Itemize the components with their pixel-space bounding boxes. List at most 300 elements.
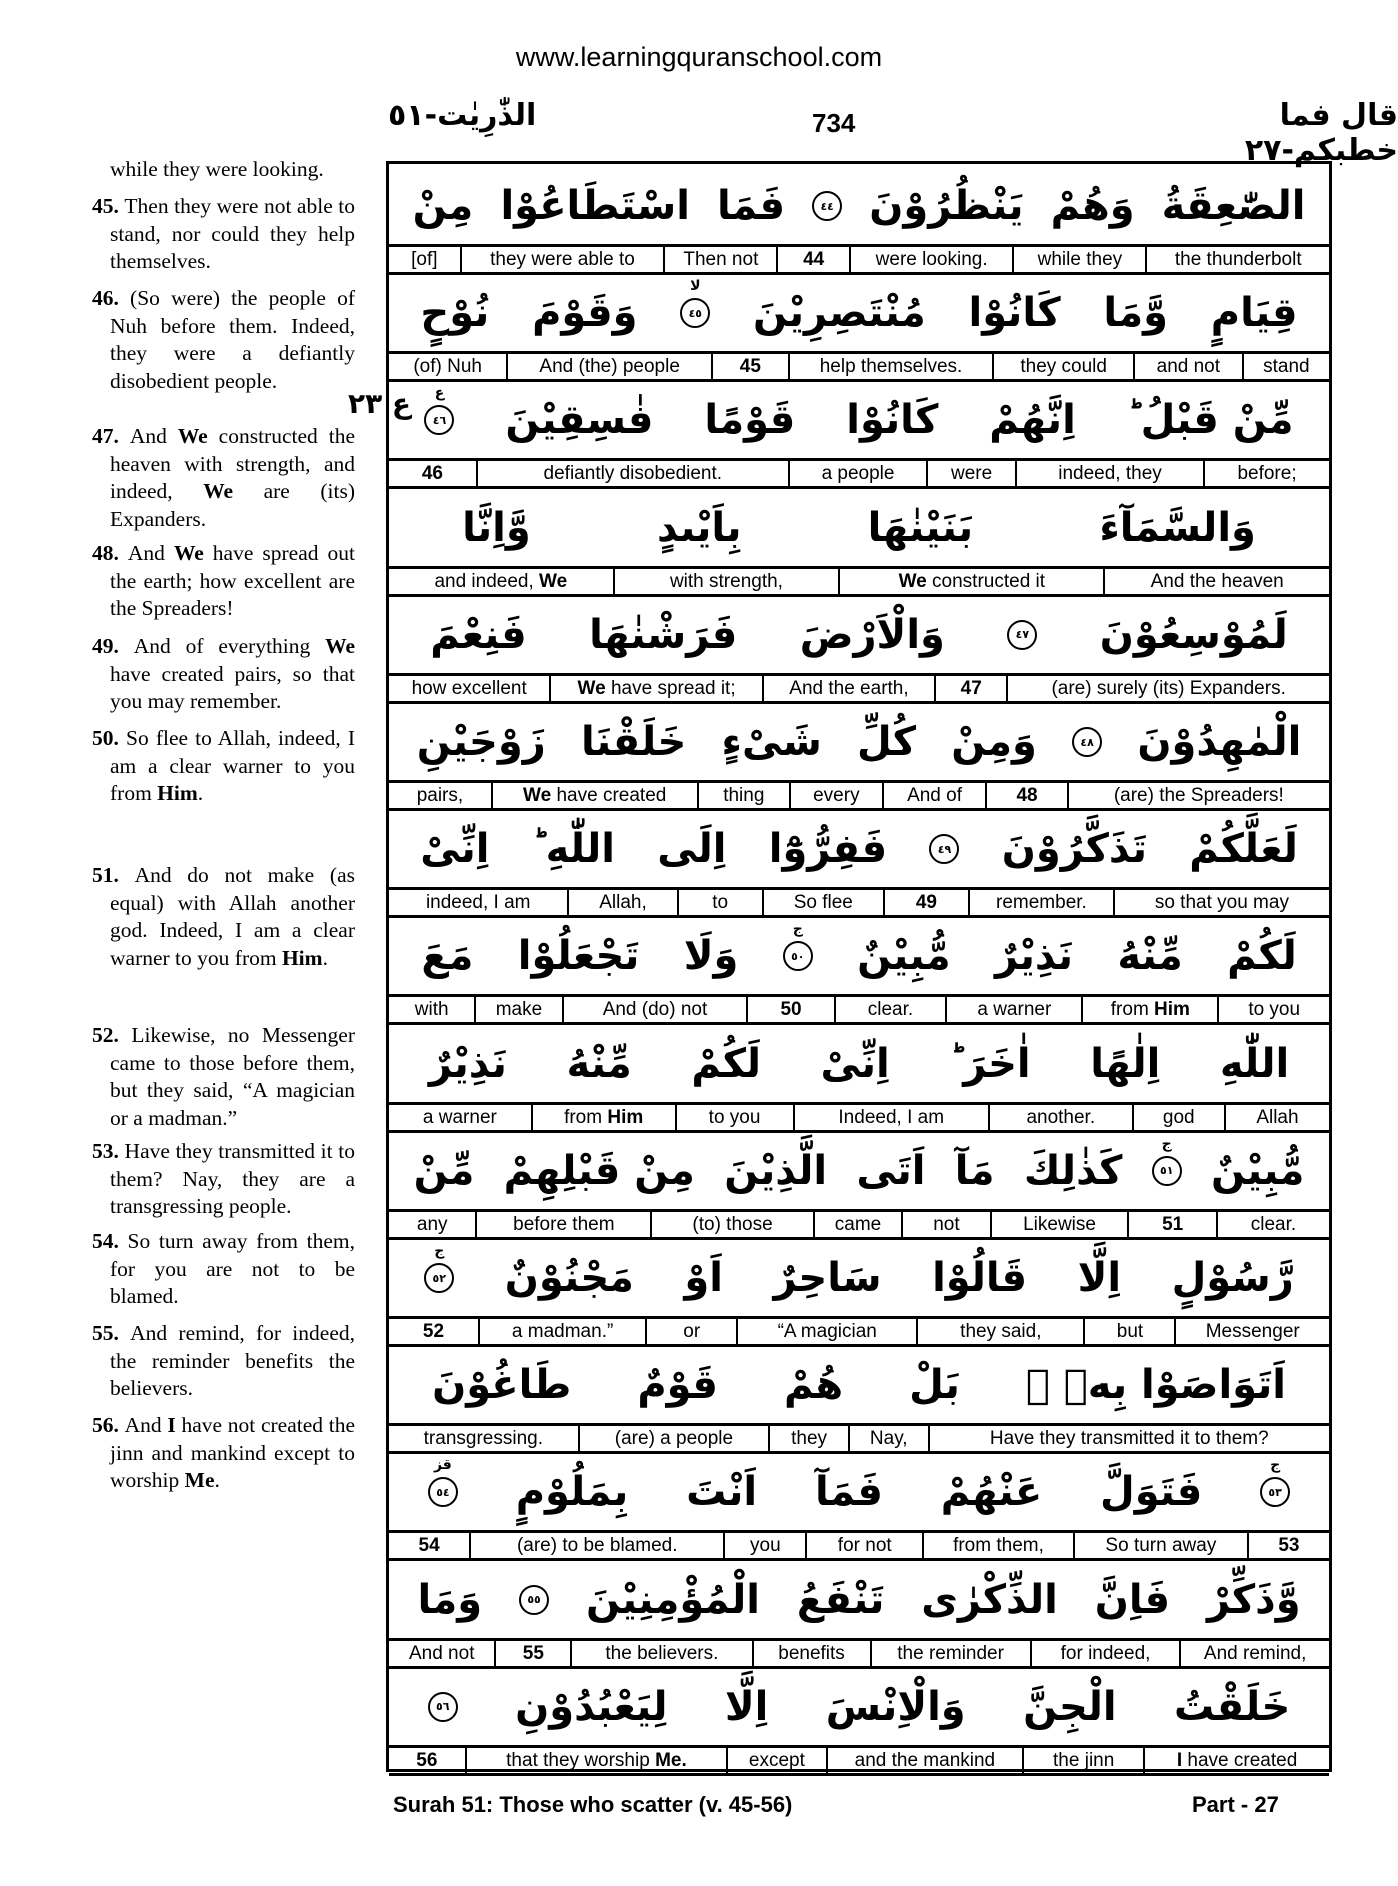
waqf-sign: ع <box>434 385 445 402</box>
text-segment: Then they were not able to stand, nor could they help themselves. <box>110 194 355 274</box>
waqf-sign: ج <box>1270 1457 1281 1474</box>
translation-verse <box>92 1228 355 1311</box>
arabic-word: طَاغُوْنَ <box>432 1362 572 1409</box>
arabic-word: مُّبِيْنٌ <box>857 933 951 980</box>
ayah-end-marker-icon: ٤٥ لا <box>680 298 710 328</box>
arabic-word: مِنْ قَبْلِهِمْ <box>503 1147 695 1194</box>
verse-number-cell: 52 <box>389 1319 480 1344</box>
arabic-word: اٰخَرَ ؕ <box>949 1040 1031 1087</box>
emphasis-text: I <box>1176 1749 1183 1771</box>
gloss-cell: remember. <box>970 890 1115 915</box>
arabic-word: الصّٰعِقَةُ <box>1161 183 1306 229</box>
arabic-line <box>389 916 1329 996</box>
arabic-word: الذِّكْرٰى <box>921 1576 1058 1623</box>
translation-verse <box>92 193 355 276</box>
gloss-cell: And (do) not <box>564 997 749 1022</box>
gloss-cell: And the earth, <box>764 676 936 701</box>
gloss-row <box>389 1209 1329 1240</box>
verse-number-cell: 44 <box>778 247 851 272</box>
gloss-cell <box>467 1748 729 1773</box>
gloss-row <box>389 351 1329 382</box>
emphasis-text: We <box>177 424 208 448</box>
gloss-cell: were looking. <box>851 247 1014 272</box>
arabic-word: لَكُمْ <box>1227 933 1297 980</box>
gloss-row <box>389 1316 1329 1347</box>
arabic-word: يَنْظُرُوْنَ <box>869 183 1024 229</box>
ayah-end-marker-icon: ٥٢ ج <box>424 1263 454 1293</box>
arabic-word: قَوْمًا <box>704 397 796 444</box>
footer-part: Part - 27 <box>1192 1792 1279 1817</box>
waqf-sign: قز <box>433 1457 452 1474</box>
emphasis-text: We <box>539 570 568 592</box>
gloss-cell: a warner <box>389 1105 533 1130</box>
waqf-sign: ج <box>434 1243 445 1259</box>
arabic-word: عَنْهُمْ <box>940 1469 1043 1516</box>
emphasis-text: We <box>898 570 927 592</box>
arabic-word: وَالْاَرْضَ <box>799 611 945 658</box>
verse-number: 52. <box>92 1023 132 1047</box>
text-segment: So flee to Allah, indeed, I am a clear warner to you from <box>110 726 356 806</box>
translation-verse <box>92 285 355 395</box>
gloss-cell: [of] <box>389 247 462 272</box>
gloss-cell: were <box>928 461 1017 486</box>
gloss-cell: “A magician <box>738 1319 918 1344</box>
arabic-word: قَالُوْا <box>932 1255 1028 1301</box>
arabic-word: كَذٰلِكَ <box>1023 1147 1123 1194</box>
waqf-sign: لا <box>690 278 701 295</box>
verse-number: 53. <box>92 1139 125 1163</box>
ayah-end-marker-icon: ٥٥ <box>519 1585 549 1615</box>
arabic-word: اللّٰهِ ؕ <box>531 826 615 873</box>
verse-number: 48. <box>92 541 128 565</box>
translation-verse <box>92 725 355 808</box>
ruku-marker: ع ٢٣ <box>348 387 412 420</box>
gloss-row <box>389 1638 1329 1669</box>
verse-number-cell: 53 <box>1278 1535 1300 1557</box>
gloss-cell: pairs, <box>389 783 493 808</box>
gloss-cell: and not <box>1135 354 1244 379</box>
gloss-cell: a warner <box>947 997 1083 1022</box>
ayah-end-marker-icon: ٤٧ <box>1007 620 1037 650</box>
arabic-word: هُمْ <box>783 1362 844 1409</box>
verse-number-cell: 46 <box>389 461 478 486</box>
gloss-cell: the reminder <box>872 1641 1032 1666</box>
gloss-cell: indeed, I am <box>389 890 569 915</box>
arabic-word: الَّذِيْنَ <box>724 1147 828 1194</box>
arabic-word: نَذِيْرٌ <box>994 933 1074 980</box>
gloss-cell: stand <box>1263 356 1310 378</box>
arabic-word: مِّنْ <box>413 1147 475 1194</box>
arabic-word: اِنِّیْ <box>820 1040 890 1087</box>
emphasis-text: We <box>325 634 355 658</box>
translation-verse <box>92 1022 355 1132</box>
gloss-cell: every <box>791 783 884 808</box>
arabic-word: وَالسَّمَآءَ <box>1099 504 1256 551</box>
translation-verse-text <box>92 1320 355 1403</box>
gloss-cell: with strength, <box>615 569 841 594</box>
gloss-cell: Likewise <box>992 1212 1130 1237</box>
text-segment: Have they transmitted it to them? Nay, they are a transgressing people. <box>110 1139 355 1219</box>
arabic-word: تَذَكَّرُوْنَ <box>1001 826 1148 873</box>
translation-verse <box>92 423 355 533</box>
gloss-cell: Then not <box>665 247 778 272</box>
gloss-cell: for indeed, <box>1032 1641 1182 1666</box>
gloss-cell: help themselves. <box>790 354 995 379</box>
gloss-cell: benefits <box>754 1641 872 1666</box>
gloss-cell: god <box>1134 1105 1226 1130</box>
gloss-cell <box>493 783 699 808</box>
verse-number-cell: 48 <box>987 783 1068 808</box>
text-segment: And of everything <box>133 634 326 658</box>
translation-verse-text <box>92 285 355 395</box>
gloss-cell <box>551 676 763 701</box>
translation-verse <box>92 862 355 972</box>
gloss-cell: defiantly disobedient. <box>478 461 790 486</box>
text-segment: have spread out the earth; how excellent are the Spreaders! <box>110 541 356 621</box>
translation-verse <box>92 1138 355 1221</box>
arabic-word: قَوْمٌ <box>637 1362 718 1409</box>
gloss-cell: they could <box>994 354 1135 379</box>
text-segment: and indeed, <box>434 570 540 592</box>
gloss-row <box>389 1423 1329 1454</box>
gloss-cell: So flee <box>764 890 885 915</box>
gloss-cell: clear. <box>1250 1213 1297 1235</box>
arabic-word: وَمَا <box>417 1576 483 1623</box>
arabic-word: فَمَآ <box>814 1469 883 1516</box>
gloss-row <box>389 1102 1329 1133</box>
gloss-cell: And remind, <box>1203 1642 1307 1664</box>
arabic-line <box>389 273 1329 353</box>
gloss-cell: (are) the Spreaders! <box>1113 785 1284 806</box>
arabic-line <box>389 1238 1329 1318</box>
gloss-cell: (are) a people <box>580 1426 771 1451</box>
gloss-cell: And the heaven <box>1150 570 1284 592</box>
verse-number: 45. <box>92 194 125 218</box>
gloss-cell: before; <box>1237 463 1297 485</box>
gloss-cell: you <box>725 1533 807 1558</box>
arabic-word: كُلِّ <box>857 719 916 765</box>
text-segment: constructed it <box>926 570 1046 592</box>
gloss-row <box>389 780 1329 811</box>
translation-verse-text <box>92 725 355 808</box>
verse-number-cell: 45 <box>713 354 790 379</box>
gloss-cell: they <box>770 1426 850 1451</box>
arabic-word: كَانُوْا <box>846 397 939 444</box>
translation-verse-text <box>92 193 355 276</box>
gloss-cell: (to) those <box>652 1212 815 1237</box>
emphasis-text: Me. <box>655 1749 687 1771</box>
arabic-word: اللّٰهِ <box>1219 1040 1290 1087</box>
gloss-cell: make <box>476 997 563 1022</box>
gloss-cell: Messenger <box>1205 1321 1300 1342</box>
translation-verse-text <box>92 862 355 972</box>
gloss-cell: And not <box>389 1641 496 1666</box>
gloss-row <box>389 994 1329 1025</box>
arabic-word: بِمَلُوْمٍ <box>515 1469 629 1516</box>
gloss-cell: they were able to <box>462 247 666 272</box>
gloss-cell <box>389 569 615 594</box>
arabic-word: مُّبِيْنٌ <box>1210 1147 1305 1194</box>
text-segment: that they worship <box>506 1749 656 1771</box>
text-segment: And <box>124 1413 168 1437</box>
arabic-word: فَفِرُّوْٓا <box>768 826 888 873</box>
gloss-cell: while they <box>1014 247 1147 272</box>
text-segment: . <box>214 1468 220 1493</box>
emphasis-text: Me <box>184 1468 215 1493</box>
text-segment: And <box>127 541 174 565</box>
text-segment: Likewise, no Messenger came to those before them, but they said, “A magician or a madman.” <box>110 1023 355 1130</box>
gloss-row <box>389 1530 1329 1561</box>
emphasis-text: We <box>577 677 606 699</box>
arabic-word: كَانُوْا <box>968 290 1061 337</box>
gloss-cell: And of <box>884 783 988 808</box>
text-segment: have spread it; <box>605 677 736 699</box>
gloss-row <box>389 566 1329 597</box>
text-segment: And remind, for indeed, the reminder benefits the believers. <box>110 1321 355 1401</box>
gloss-cell: or <box>647 1319 738 1344</box>
arabic-word: مَعَ <box>421 933 474 980</box>
arabic-word: مَآ <box>954 1147 995 1194</box>
arabic-word: تَنْفَعُ <box>796 1576 885 1623</box>
arabic-word: لَعَلَّكُمْ <box>1189 826 1298 873</box>
verse-number: 56. <box>92 1413 125 1437</box>
emphasis-text: I <box>167 1413 176 1437</box>
arabic-word: الْمٰهِدُوْنَ <box>1137 719 1302 765</box>
verse-number: 50. <box>92 726 126 750</box>
arabic-word: وَقَوْمَ <box>532 290 638 337</box>
emphasis-text: Him <box>607 1106 644 1128</box>
gloss-row <box>389 673 1329 704</box>
gloss-cell: So turn away <box>1075 1533 1249 1558</box>
arabic-line <box>389 1560 1329 1640</box>
gloss-cell: but <box>1085 1319 1176 1344</box>
gloss-cell: Have they transmitted it to them? <box>989 1428 1269 1450</box>
gloss-cell: transgressing. <box>389 1426 580 1451</box>
text-segment: have created <box>1182 1749 1298 1771</box>
translation-verse-text <box>92 1412 355 1495</box>
translation-verse-text <box>92 423 355 533</box>
arabic-line <box>389 1131 1329 1211</box>
arabic-word: اَوْ <box>684 1255 723 1301</box>
verse-number: 54. <box>92 1229 128 1253</box>
arabic-word: بِاَيْىدٍ <box>656 504 742 551</box>
page-number: 734 <box>812 108 856 138</box>
ayah-end-marker-icon: ٥٣ ج <box>1260 1477 1290 1507</box>
arabic-word: اَتَوَاصَوْا بِهٖ ۚ <box>1025 1362 1286 1409</box>
gloss-row <box>389 1745 1329 1776</box>
verse-number: 49. <box>92 634 134 658</box>
gloss-cell <box>840 569 1105 594</box>
arabic-word: اِلَّا <box>1077 1255 1122 1301</box>
gloss-cell: with <box>389 997 476 1022</box>
arabic-word: لِيَعْبُدُوْنِ <box>515 1683 668 1730</box>
arabic-word: اِنِّیْ <box>420 826 490 873</box>
translation-carryover: while they were looking. <box>110 157 324 181</box>
arabic-word: تَجْعَلُوْا <box>517 933 640 980</box>
verse-number-cell: 47 <box>936 676 1008 701</box>
website-url[interactable]: www.learningquranschool.com <box>515 42 883 72</box>
gloss-cell: and the mankind <box>828 1748 1025 1773</box>
arabic-word: قِيَامٍ <box>1210 290 1298 337</box>
arabic-word: فَمَا <box>717 183 786 229</box>
verse-number-cell: 49 <box>885 890 970 915</box>
gloss-cell <box>1083 997 1219 1022</box>
arabic-word: وَّاِنَّا <box>462 504 531 551</box>
gloss-cell: the jinn <box>1024 1748 1145 1773</box>
arabic-word: زَوْجَيْنِ <box>416 719 546 765</box>
arabic-word: لَمُوْسِعُوْنَ <box>1099 611 1288 658</box>
gloss-cell: clear. <box>836 997 948 1022</box>
verse-number: 47. <box>92 424 130 448</box>
arabic-word: نُوْحٍ <box>420 290 490 337</box>
gloss-cell: not <box>903 1212 991 1237</box>
gloss-cell: Allah, <box>569 890 678 915</box>
text-segment: And <box>129 424 178 448</box>
translation-verse-text <box>92 633 355 716</box>
gloss-cell: Indeed, I am <box>795 1105 990 1130</box>
gloss-cell: to <box>679 890 764 915</box>
translation-verse <box>92 633 355 716</box>
text-segment: And do not make (as equal) with Allah another god. Indeed, I am a clear warner to you from <box>110 863 355 970</box>
gloss-cell: (are) surely (its) Expanders. <box>1051 677 1286 699</box>
ayah-end-marker-icon: ٥٤ قز <box>428 1477 458 1507</box>
arabic-line <box>389 1345 1329 1425</box>
gloss-cell <box>533 1105 677 1130</box>
emphasis-text: Him <box>1154 999 1190 1021</box>
verse-number: 46. <box>92 286 131 310</box>
arabic-word: مِنْ <box>412 183 474 229</box>
text-segment: have created pairs, so that you may remember. <box>110 661 355 714</box>
gloss-cell: how excellent <box>389 676 551 701</box>
text-segment: . <box>322 945 328 970</box>
gloss-cell: so that you may <box>1154 892 1289 914</box>
gloss-cell: (of) Nuh <box>389 354 508 379</box>
arabic-word: مِّنْهُ <box>1117 933 1183 980</box>
gloss-row <box>389 458 1329 489</box>
arabic-word: خَلَقْتُ <box>1174 1683 1291 1730</box>
arabic-line <box>389 702 1329 782</box>
arabic-word: اِلٰهًا <box>1090 1040 1161 1087</box>
translation-verse <box>92 1320 355 1403</box>
ayah-end-marker-icon: ٥١ ج <box>1152 1156 1182 1186</box>
emphasis-text: Him <box>157 781 198 806</box>
arabic-word: اِنَّهُمْ <box>989 397 1076 444</box>
arabic-word: اِلَى <box>657 826 727 873</box>
text-segment: from <box>1110 999 1155 1021</box>
arabic-word: رَّسُوْلٍ <box>1171 1255 1294 1301</box>
text-segment: . <box>197 781 204 806</box>
arabic-word: بَنَيْنٰهَا <box>867 504 974 551</box>
emphasis-text: Him <box>281 945 323 970</box>
arabic-line <box>389 595 1329 675</box>
gloss-cell: Nay, <box>850 1426 930 1451</box>
arabic-word: اَتَى <box>856 1147 926 1194</box>
gloss-cell: (are) to be blamed. <box>471 1533 725 1558</box>
gloss-cell: Allah <box>1256 1106 1299 1128</box>
arabic-word: سَاحِرٌ <box>773 1255 882 1301</box>
gloss-cell: they said, <box>918 1319 1085 1344</box>
footer-surah-title: Surah 51: Those who scatter (v. 45-56) <box>393 1792 793 1817</box>
arabic-line <box>389 166 1329 246</box>
waqf-sign: ج <box>792 921 803 938</box>
arabic-word: وَّذَكِّرْ <box>1207 1576 1301 1623</box>
arabic-word: نَذِيْرٌ <box>428 1040 507 1087</box>
arabic-word: وَّمَا <box>1103 290 1169 337</box>
verse-number-cell: 54 <box>389 1533 471 1558</box>
gloss-row <box>389 887 1329 918</box>
arabic-line <box>389 488 1329 568</box>
gloss-cell: from them, <box>924 1533 1075 1558</box>
gloss-cell: thing <box>699 783 792 808</box>
translation-verse-text <box>92 1022 355 1132</box>
arabic-line <box>389 1024 1329 1104</box>
gloss-cell: for not <box>807 1533 924 1558</box>
arabic-word: اَنْتَ <box>686 1469 758 1516</box>
arabic-word: فَتَوَلَّ <box>1100 1469 1203 1516</box>
emphasis-text: We <box>523 785 552 806</box>
emphasis-text: We <box>203 479 234 504</box>
verse-number-cell: 51 <box>1129 1212 1217 1237</box>
verse-number: 55. <box>92 1321 131 1345</box>
arabic-word: خَلَقْنَا <box>581 719 687 765</box>
arabic-word: بَلْ <box>909 1362 960 1409</box>
arabic-word: اسْتَطَاعُوْا <box>500 183 690 229</box>
verse-number: 51. <box>92 863 135 887</box>
arabic-line <box>389 1667 1329 1747</box>
arabic-word: فٰسِقِيْنَ <box>505 397 654 444</box>
gloss-cell: came <box>815 1212 903 1237</box>
translation-verse-text <box>92 540 355 623</box>
ayah-end-marker-icon: ٤٩ <box>929 834 959 864</box>
gloss-cell: before them <box>477 1212 652 1237</box>
arabic-line <box>389 1452 1329 1532</box>
text-segment: from <box>564 1106 608 1128</box>
gloss-cell: And (the) people <box>508 354 713 379</box>
arabic-word: مِّنْ قَبْلُ ؕ <box>1126 397 1294 444</box>
arabic-word: وَهُمْ <box>1050 183 1135 229</box>
translation-verse-text <box>92 1228 355 1311</box>
part-name-arabic: قال فما خطبكم-٢٧ <box>1244 98 1398 168</box>
translation-verse <box>92 540 355 623</box>
gloss-cell: a people <box>790 461 928 486</box>
arabic-word: مُنْتَصِرِيْنَ <box>753 290 926 337</box>
gloss-cell: the believers. <box>572 1641 753 1666</box>
arabic-word: مِّنْهُ <box>566 1040 632 1087</box>
gloss-cell: to you <box>677 1105 795 1130</box>
ayah-end-marker-icon: ٥٦ <box>428 1692 458 1722</box>
arabic-word: فَاِنَّ <box>1094 1576 1171 1623</box>
gloss-cell: except <box>728 1748 827 1773</box>
translation-verse-text <box>92 1138 355 1221</box>
gloss-cell: a madman.” <box>480 1319 647 1344</box>
arabic-word: وَلَا <box>683 933 739 980</box>
gloss-cell: any <box>389 1212 477 1237</box>
text-segment: are (its) Expanders. <box>110 479 355 531</box>
arabic-word: وَمِنْ <box>951 719 1037 765</box>
text-segment: So turn away from them, for you are not to be blamed. <box>110 1229 355 1309</box>
text-segment: have not created the jinn and mankind except to worship <box>110 1413 355 1493</box>
verse-number-cell: 56 <box>389 1748 467 1773</box>
gloss-row <box>389 244 1329 275</box>
word-by-word-table <box>386 161 1332 1772</box>
gloss-cell: another. <box>990 1105 1134 1130</box>
translation-verse <box>92 1412 355 1495</box>
arabic-line <box>389 809 1329 889</box>
ayah-end-marker-icon: ٤٦ ع <box>424 405 454 435</box>
arabic-word: مَجْنُوْنٌ <box>504 1255 634 1301</box>
arabic-word: فَرَشْنٰهَا <box>589 611 738 658</box>
gloss-cell: the thunderbolt <box>1174 249 1302 270</box>
